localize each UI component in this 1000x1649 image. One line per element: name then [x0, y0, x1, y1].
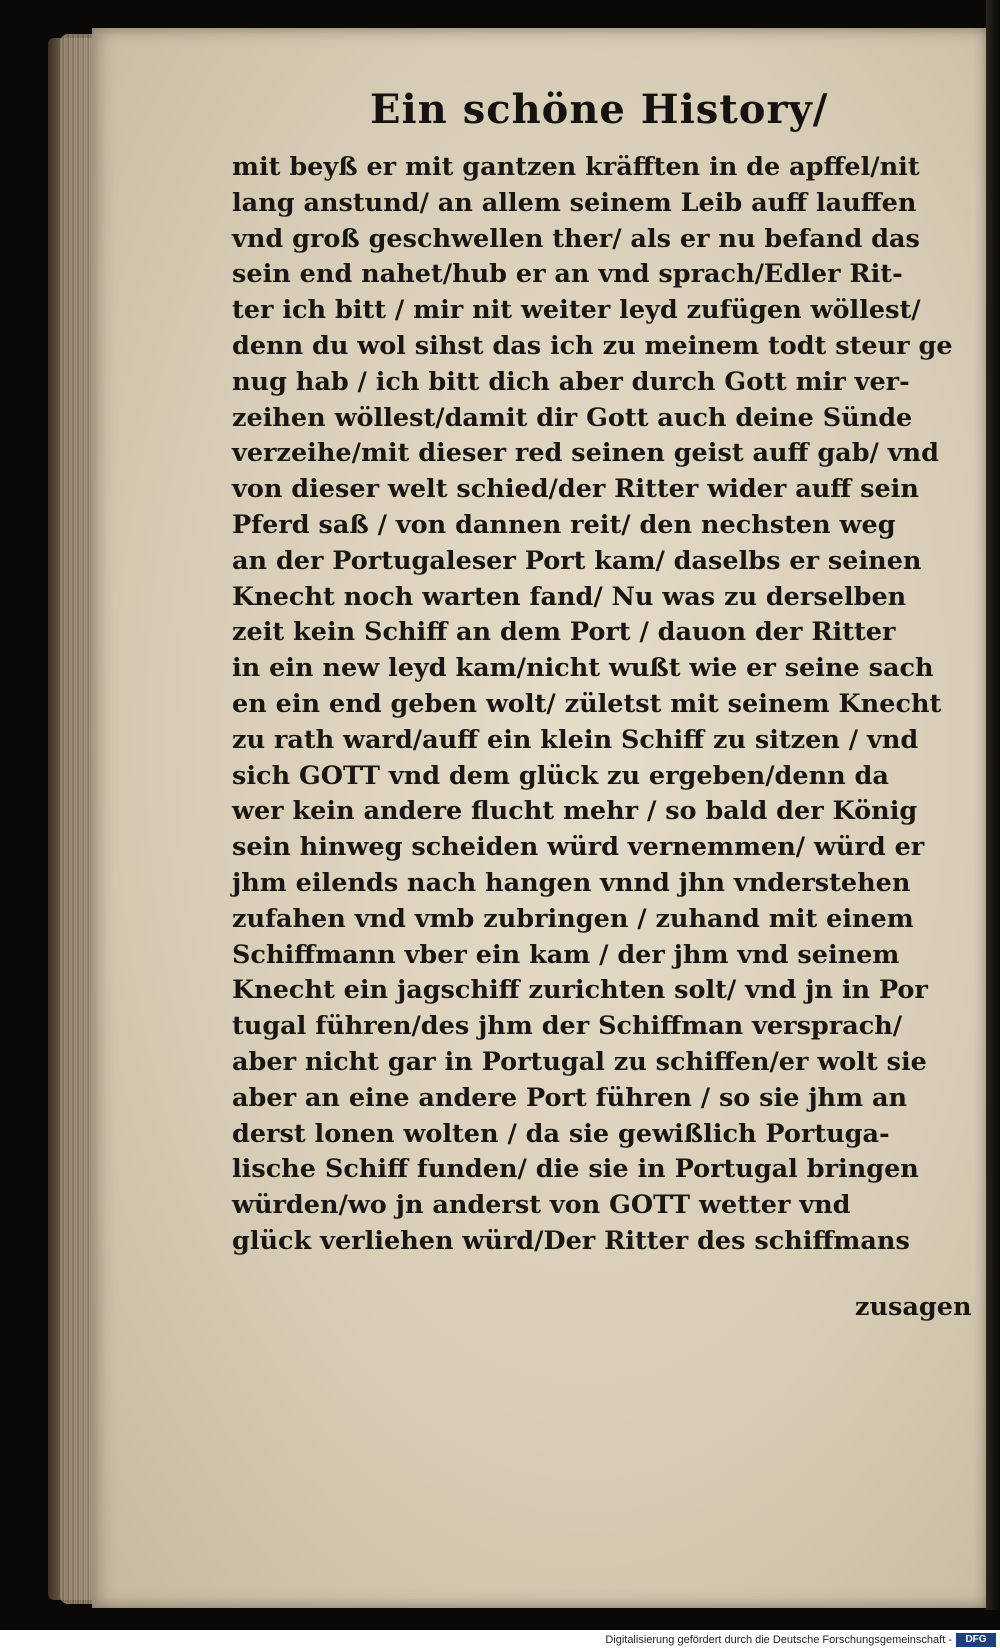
text-line: sich GOTT vnd dem glück zu ergeben/denn da	[232, 760, 889, 791]
text-line: wer kein andere flucht mehr / so bald der König	[232, 796, 918, 827]
text-line: zufahen vnd vmb zubringen / zuhand mit einem	[232, 903, 914, 934]
text-line: von dieser welt schied/der Ritter wider auff sein	[232, 474, 919, 505]
text-line: denn du wol sihst das ich zu meinem todt steur ge	[232, 330, 953, 361]
text-line: Pferd saß / von dannen reit/ den nechsten weg	[232, 509, 896, 540]
text-line: lische Schiff funden/ die sie in Portugal bringen	[232, 1154, 919, 1185]
text-line: aber nicht gar in Portugal zu schiffen/er wolt sie	[232, 1046, 927, 1077]
text-line: Schiffmann vber ein kam / der jhm vnd seinem	[232, 939, 900, 970]
text-line: glück verliehen würd/Der Ritter des schiffmans	[232, 1225, 910, 1256]
text-line: mit beyß er mit gantzen kräfften in de apffel/nit	[232, 152, 920, 182]
catchword: zusagen	[855, 1292, 972, 1322]
dfg-logo[interactable]: DFG	[956, 1633, 996, 1647]
text-line: lang anstund/ an allem seinem Leib auff lauffen	[232, 187, 917, 218]
text-line: sein end nahet/hub er an vnd sprach/Edler Rit-	[232, 259, 903, 290]
text-line: Knecht ein jagschiff zurichten solt/ vnd jn in Por	[232, 975, 928, 1006]
text-line: verzeihe/mit dieser red seinen geist auff gab/ vnd	[232, 438, 939, 469]
text-line: zeihen wöllest/damit dir Gott auch deine Sünde	[232, 402, 913, 433]
body-text	[232, 150, 977, 1260]
text-line: en ein end geben wolt/ zületst mit seinem Knecht	[232, 688, 942, 719]
right-shadow-edge	[986, 0, 1000, 1610]
text-line: derst lonen wolten / da sie gewißlich Portuga-	[232, 1118, 890, 1149]
text-line: zu rath ward/auff ein klein Schiff zu sitzen / vnd	[232, 724, 919, 755]
text-line: aber an eine andere Port führen / so sie jhm an	[232, 1082, 908, 1113]
text-line: an der Portugaleser Port kam/ daselbs er seinen	[232, 545, 922, 576]
text-line: würden/wo jn anderst von GOTT wetter vnd	[232, 1190, 851, 1221]
footer-credit: Digitalisierung gefördert durch die Deutsche Forschungsgemeinschaft -	[605, 1634, 952, 1646]
text-line: zeit kein Schiff an dem Port / dauon der Ritter	[232, 617, 896, 648]
running-head: Ein schöne History/	[370, 86, 829, 133]
text-line: sein hinweg scheiden würd vernemmen/ würd er	[232, 832, 925, 863]
text-line: nug hab / ich bitt dich aber durch Gott mir ver-	[232, 366, 910, 397]
text-line: jhm eilends nach hangen vnnd jhn vnderstehen	[232, 867, 911, 898]
text-line: tugal führen/des jhm der Schiffman versprach/	[232, 1011, 903, 1042]
text-line: in ein new leyd kam/nicht wußt wie er seine sach	[232, 653, 934, 684]
text-line: vnd groß geschwellen ther/ als er nu befand das	[232, 223, 920, 254]
text-line: ter ich bitt / mir nit weiter leyd zufügen wöllest/	[232, 295, 921, 326]
text-line: Knecht noch warten fand/ Nu was zu derselben	[232, 581, 907, 612]
